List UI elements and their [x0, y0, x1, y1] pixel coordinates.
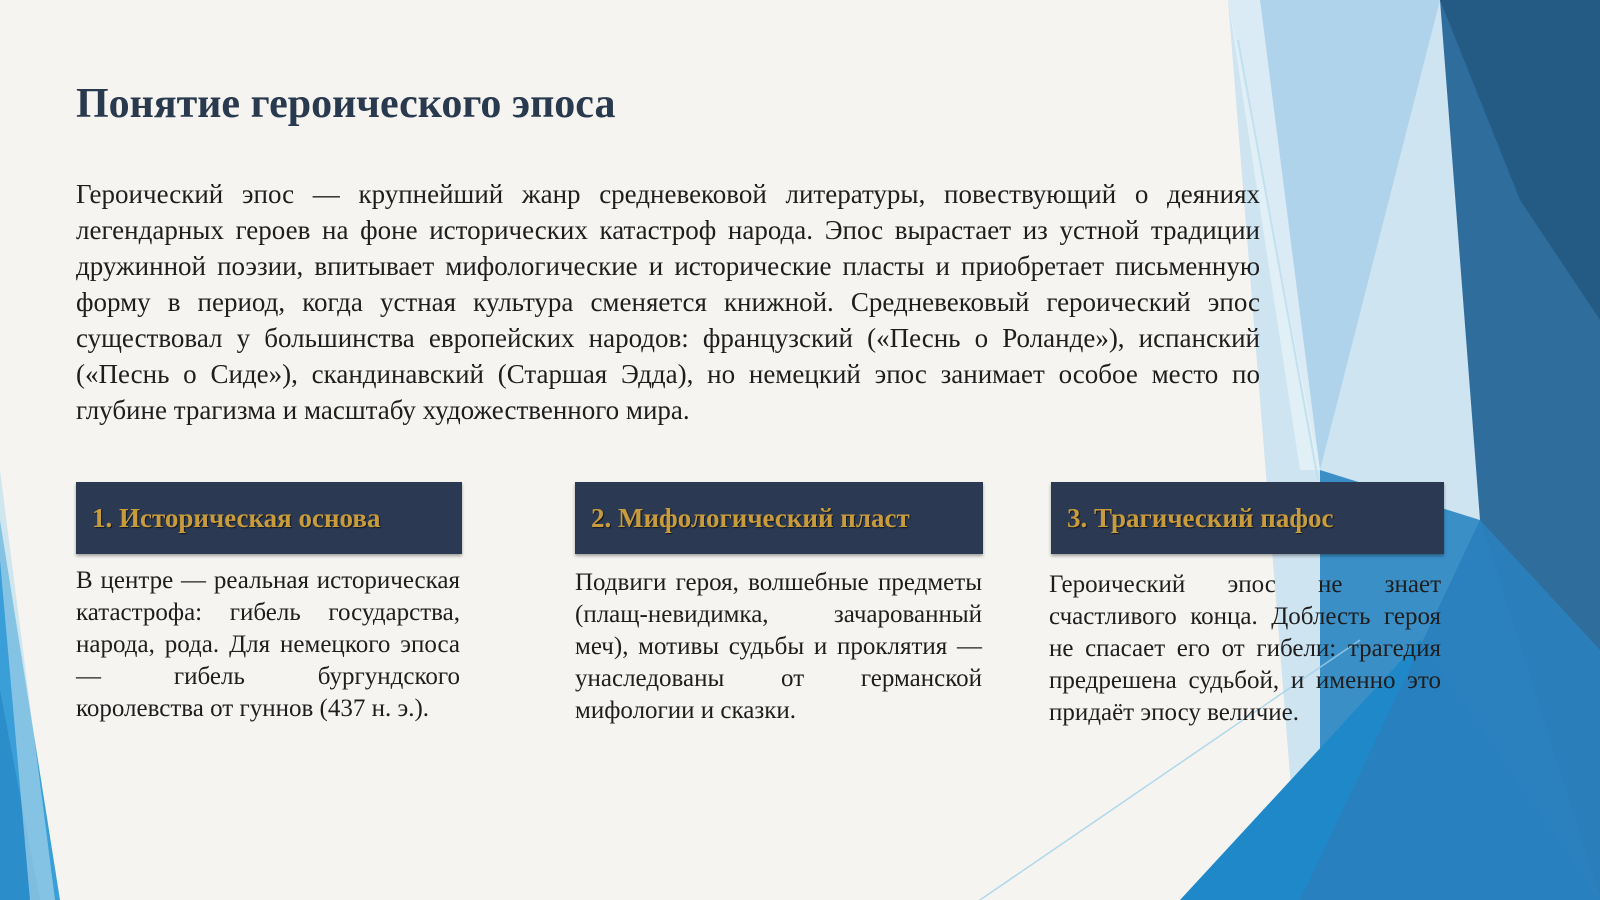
intro-paragraph: Героический эпос — крупнейший жанр средневековой литературы, повествующий о деяниях легендарных героев на фоне исторических катастроф народа. Эпос вырастает из устной традиции дружинной поэзии, впитывает мифологические и исторические пласты и приобретает письменную форму в период, когда устная культура сменяется книжной. Средневековый героический эпос существовал у большинства европейских народов: французский («Песнь о Роланде»), испанский («Песнь о Сиде»), скандинавский (Старшая Эдда), но немецкий эпос занимает особое место по глубине трагизма и масштабу художественного мира. [76, 179, 1260, 425]
card-header-tragic-pathos [1051, 482, 1444, 554]
card-header-mythological-layer [575, 482, 983, 554]
slide-title: Понятие героического эпоса [76, 81, 616, 127]
card-heading: 3. Трагический пафос [1067, 502, 1334, 533]
card-heading: 2. Мифологический пласт [591, 502, 910, 533]
card-text-mythological-layer: Подвиги героя, волшебные предметы (плащ-невидимка, зачарованный меч), мотивы судьбы и проклятия — унаследованы от германской мифологии и сказки. [575, 569, 982, 724]
card-text-tragic-pathos: Героический эпос не знает счастливого конца. Доблесть героя не спасает его от гибели: трагедия предрешена судьбой, и именно это придаёт эпосу величие. [1049, 571, 1441, 726]
card-header-historical-basis [76, 482, 462, 554]
card-text-historical-basis: В центре — реальная историческая катастрофа: гибель государства, народа, рода. Для немецкого эпоса — гибель бургундского королевства от гуннов (437 н. э.). [76, 567, 460, 722]
card-heading: 1. Историческая основа [92, 502, 381, 533]
